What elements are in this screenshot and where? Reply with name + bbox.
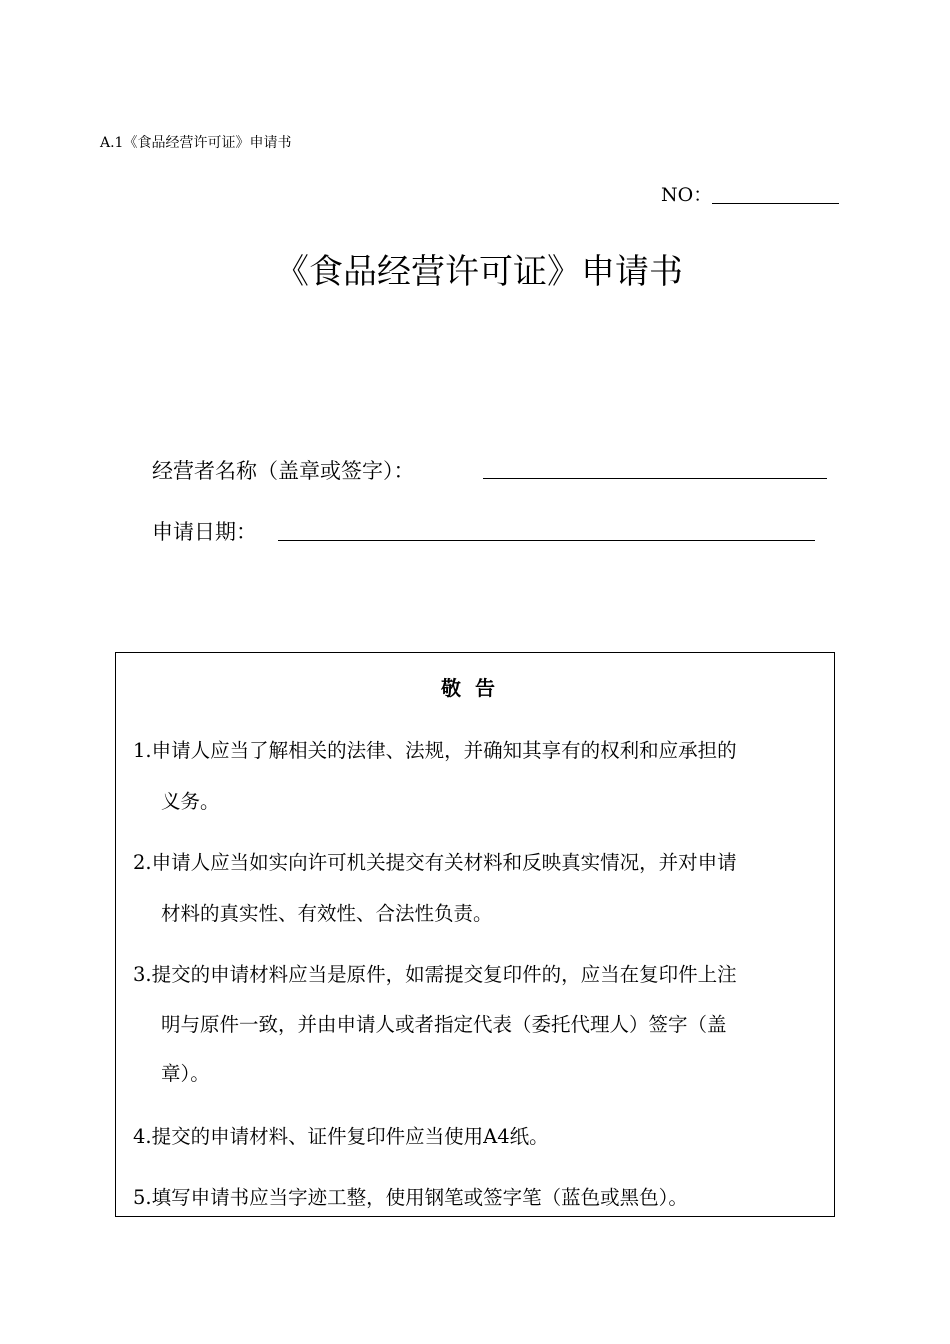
- notice-item-2-line-1: 2.申请人应当如实向许可机关提交有关材料和反映真实情况，并对申请: [133, 851, 737, 874]
- document-reference: A.1《食品经营许可证》申请书: [100, 135, 292, 151]
- notice-item-2-line-2: 材料的真实性、有效性、合法性负责。: [161, 902, 493, 925]
- operator-name-label: 经营者名称（盖章或签字）：: [152, 459, 415, 483]
- notice-title: 敬告: [441, 676, 509, 700]
- notice-item-1-line-2: 义务。: [161, 790, 220, 813]
- page-title: 《食品经营许可证》申请书: [275, 252, 683, 292]
- serial-number-blank[interactable]: [712, 203, 839, 204]
- apply-date-label: 申请日期：: [152, 520, 257, 544]
- notice-item-5-line-1: 5.填写申请书应当字迹工整，使用钢笔或签字笔（蓝色或黑色）。: [133, 1186, 688, 1209]
- notice-item-3-line-2: 明与原件一致，并由申请人或者指定代表（委托代理人）签字（盖: [161, 1013, 727, 1036]
- operator-name-blank[interactable]: [483, 478, 827, 479]
- serial-number-label: NO：: [661, 184, 713, 206]
- notice-item-1-line-1: 1.申请人应当了解相关的法律、法规，并确知其享有的权利和应承担的: [133, 739, 737, 762]
- notice-item-3-line-1: 3.提交的申请材料应当是原件，如需提交复印件的，应当在复印件上注: [133, 963, 737, 986]
- notice-item-3-line-3: 章）。: [161, 1062, 210, 1085]
- apply-date-blank[interactable]: [278, 540, 815, 541]
- notice-item-4-line-1: 4.提交的申请材料、证件复印件应当使用A4纸。: [133, 1125, 549, 1148]
